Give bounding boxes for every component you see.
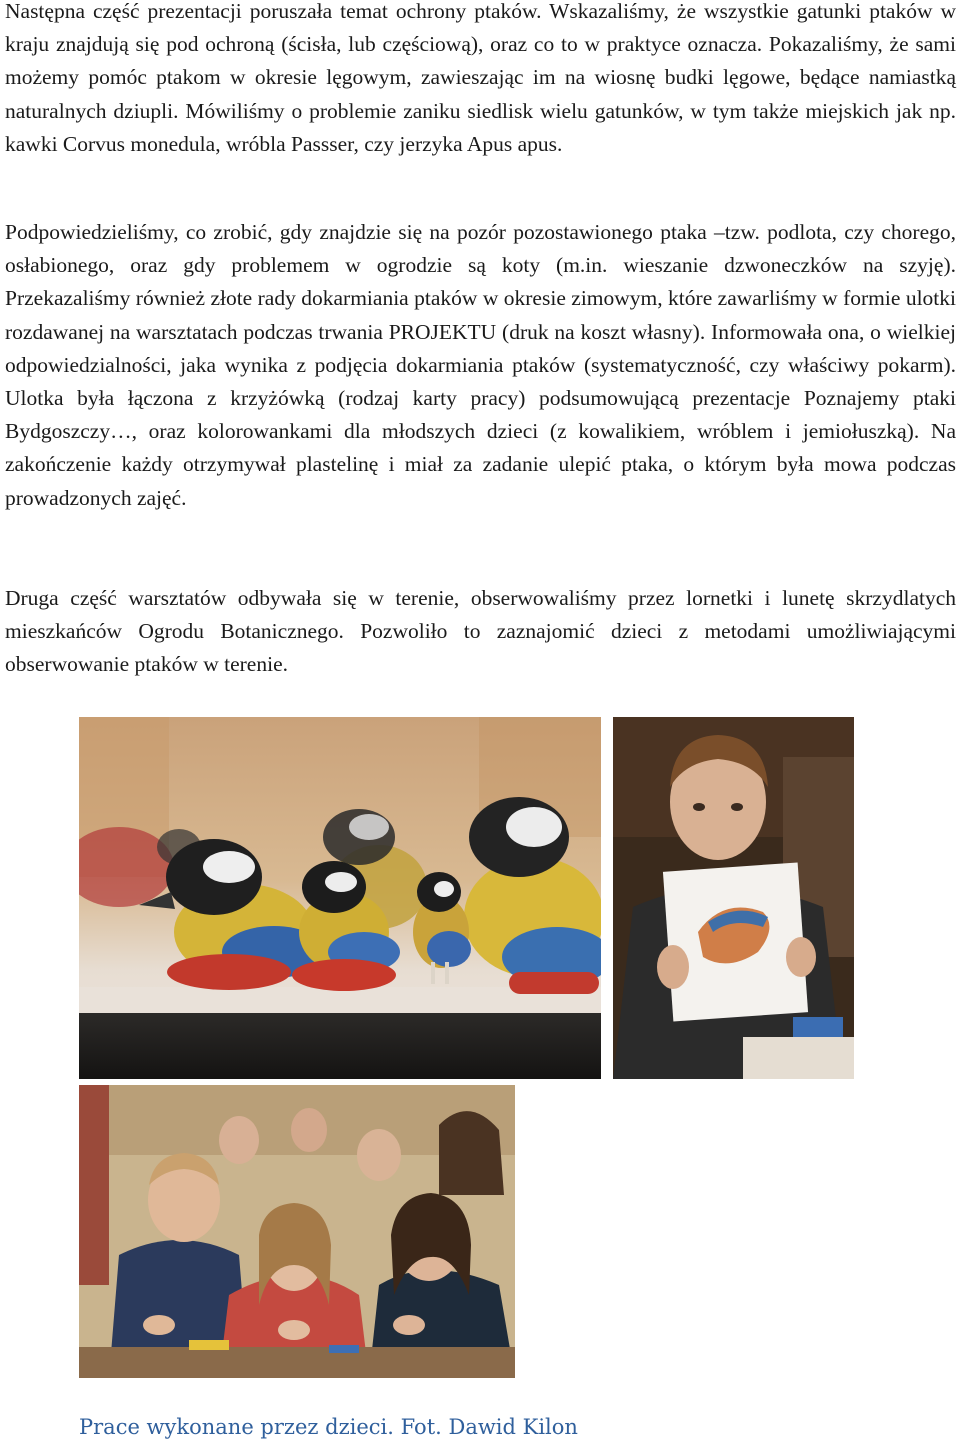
plasticine-birds-photo: [79, 717, 601, 1079]
photo-caption: Prace wykonane przez dzieci. Fot. Dawid Kilon: [79, 1415, 578, 1439]
paragraph-bird-protection: Następna część prezentacji poruszała temat ochrony ptaków. Wskazaliśmy, że wszystkie gatunki ptaków w kraju znajdują się pod ochroną (ścisła, lub częściową), oraz co to w praktyce oznacza. Pokazaliśmy, że sami możemy pomóc ptakom w okresie lęgowym, zawieszając im na wiosnę budki lęgowe, będące namiastką naturalnych dziupli. Mówiliśmy o problemie zaniku siedlisk wielu gatunków, w tym także miejskich jak np. kawki Corvus monedula, wróbla Passser, czy jerzyka Apus apus.: [5, 0, 956, 156]
paragraph-field-observation: Druga część warsztatów odbywała się w terenie, obserwowaliśmy przez lornetki i lunetę skrzydlatych mieszkańców Ogrodu Botanicznego. Pozwoliło to zaznajomić dzieci z metodami umożliwiającymi obserwowanie ptaków w terenie.: [5, 586, 956, 677]
paragraph-advice-and-leaflet: Podpowiedzieliśmy, co zrobić, gdy znajdzie się na pozór pozostawionego ptaka –tzw. podlota, czy chorego, osłabionego, oraz gdy problemem w ogrodzie są koty (m.in. wieszanie dzwoneczków na szyję). Przekazaliśmy również złote rady dokarmiania ptaków w okresie zimowym, które zawarliśmy w formie ulotki rozdawanej na warsztatach podczas trwania PROJEKTU (druk na koszt własny). Informowała ona, o wielkiej odpowiedzialności, jaka wynika z podjęcia dokarmiania ptaków (systematyczność, czy właściwy pokarm). Ulotka była łączona z krzyżówką (rodzaj karty pracy) podsumowującą prezentacje Poznajemy ptaki Bydgoszczy…, oraz kolorowankami dla młodszych dzieci (z kowalikiem, wróblem i jemiołuszką). Na zakończenie każdy otrzymywał plastelinę i miał za zadanie ulepić ptaka, o którym była mowa podczas prowadzonych zajęć.: [5, 220, 956, 510]
children-modeling-photo: [79, 1085, 515, 1378]
boy-with-coloring-page-photo: [613, 717, 854, 1079]
